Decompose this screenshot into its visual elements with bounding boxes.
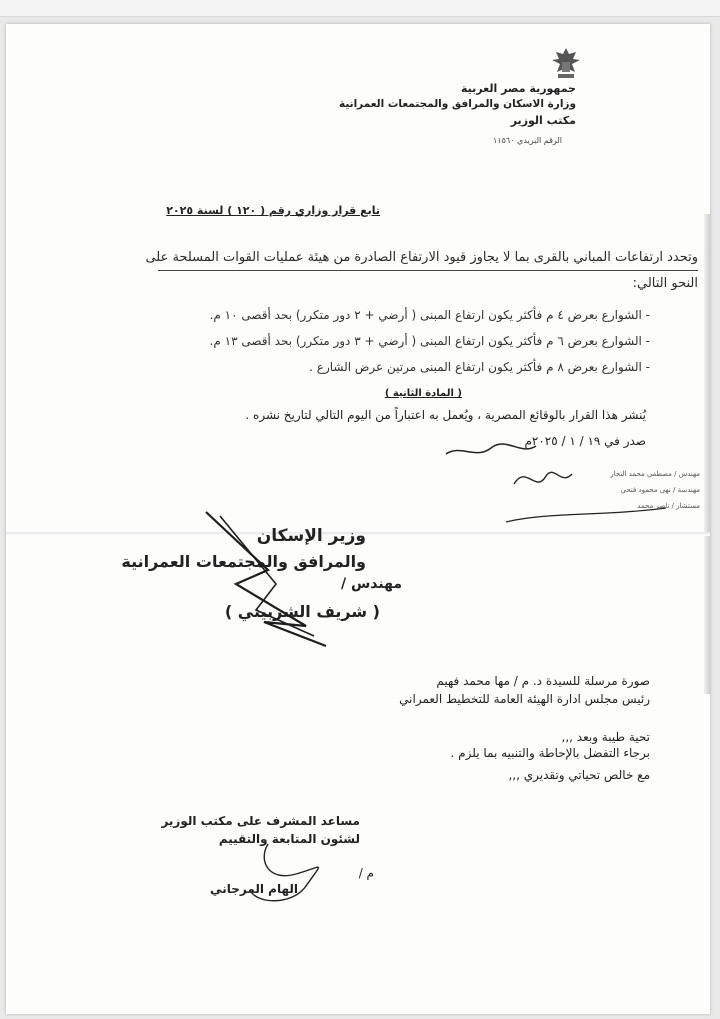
issue-date: صدر في ١٩ / ١ / ٢٠٢٥م (524, 434, 646, 448)
cc-recipient: صورة مرسلة للسيدة د. م / مها محمد فهيم (436, 674, 650, 688)
paragraph-underline (158, 270, 698, 271)
eagle-emblem-icon (546, 44, 586, 84)
minister-prefix: مهندس / (340, 576, 402, 592)
header-office: مكتب الوزير (510, 114, 576, 127)
article-heading: ( المادة الثانية ) (384, 388, 462, 399)
top-strip (0, 0, 720, 17)
assistant-prefix: م / (358, 866, 374, 880)
reviewer-signature-underline (506, 508, 666, 522)
minister-name: ( شريف الشربيني ) (224, 602, 380, 621)
cc-recipient-title: رئيس مجلس ادارة الهيئة العامة للتخطيط العمراني (399, 692, 650, 706)
reviewer-signature (514, 472, 572, 484)
rule-item: - الشوارع بعرض ٤ م فأكثر يكون ارتفاع المبنى ( أرضي + ٢ دور متكرر) بحد أقصى ١٠ م. (209, 308, 650, 322)
closing-line: مع خالص تحياتي وتقديري ,,, (508, 768, 650, 782)
header-ministry: وزارة الاسكان والمرافق والمجتمعات العمرانية (338, 98, 576, 110)
body-paragraph-line2: النحو التالي: (632, 276, 698, 291)
reviewer-line: مهندسة / نهى محمود فتحي (620, 486, 700, 494)
assistant-name: الهام المرجاني (210, 882, 298, 896)
header-republic: جمهورية مصر العربية (461, 82, 576, 95)
date-signature (446, 444, 536, 454)
publish-clause: يُنشر هذا القرار بالوقائع المصرية ، ويُعمل به اعتباراً من اليوم التالي لتاريخ نشره . (245, 408, 646, 422)
assistant-title-line2: لشئون المتابعة والتقييم (218, 832, 360, 846)
document-page (6, 24, 710, 1014)
greeting: تحية طيبة وبعد ,,, (561, 730, 650, 744)
reviewer-line: مستشار / ناصر محمد (637, 502, 700, 510)
reference-number: الرقم البريدي ١١٥٦٠ (493, 136, 562, 145)
reviewer-line: مهندس / مصطفى محمد النجار (610, 470, 700, 478)
decree-subject: تابع قرار وزاري رقم ( ١٢٠ ) لسنة ٢٠٢٥ (166, 204, 380, 217)
body-paragraph-line1: وتحدد ارتفاعات المباني بالقرى بما لا يجاوز قيود الارتفاع الصادرة من هيئة عمليات القوات المسلحة على (145, 250, 698, 265)
assistant-title-line1: مساعد المشرف على مكتب الوزير (161, 814, 360, 828)
minister-title-line2: والمرافق والمجتمعات العمرانية (121, 552, 366, 571)
page-edge-shadow (704, 214, 710, 694)
rule-item: - الشوارع بعرض ٨ م فأكثر يكون ارتفاع المبنى مرتين عرض الشارع . (309, 360, 650, 374)
request-line: برجاء التفضل بالإحاطة والتنبيه بما يلزم . (450, 746, 650, 760)
rule-item: - الشوارع بعرض ٦ م فأكثر يكون ارتفاع المبنى ( أرضي + ٣ دور متكرر) بحد أقصى ١٣ م. (209, 334, 650, 348)
minister-title-line1: وزير الإسكان (256, 526, 366, 546)
